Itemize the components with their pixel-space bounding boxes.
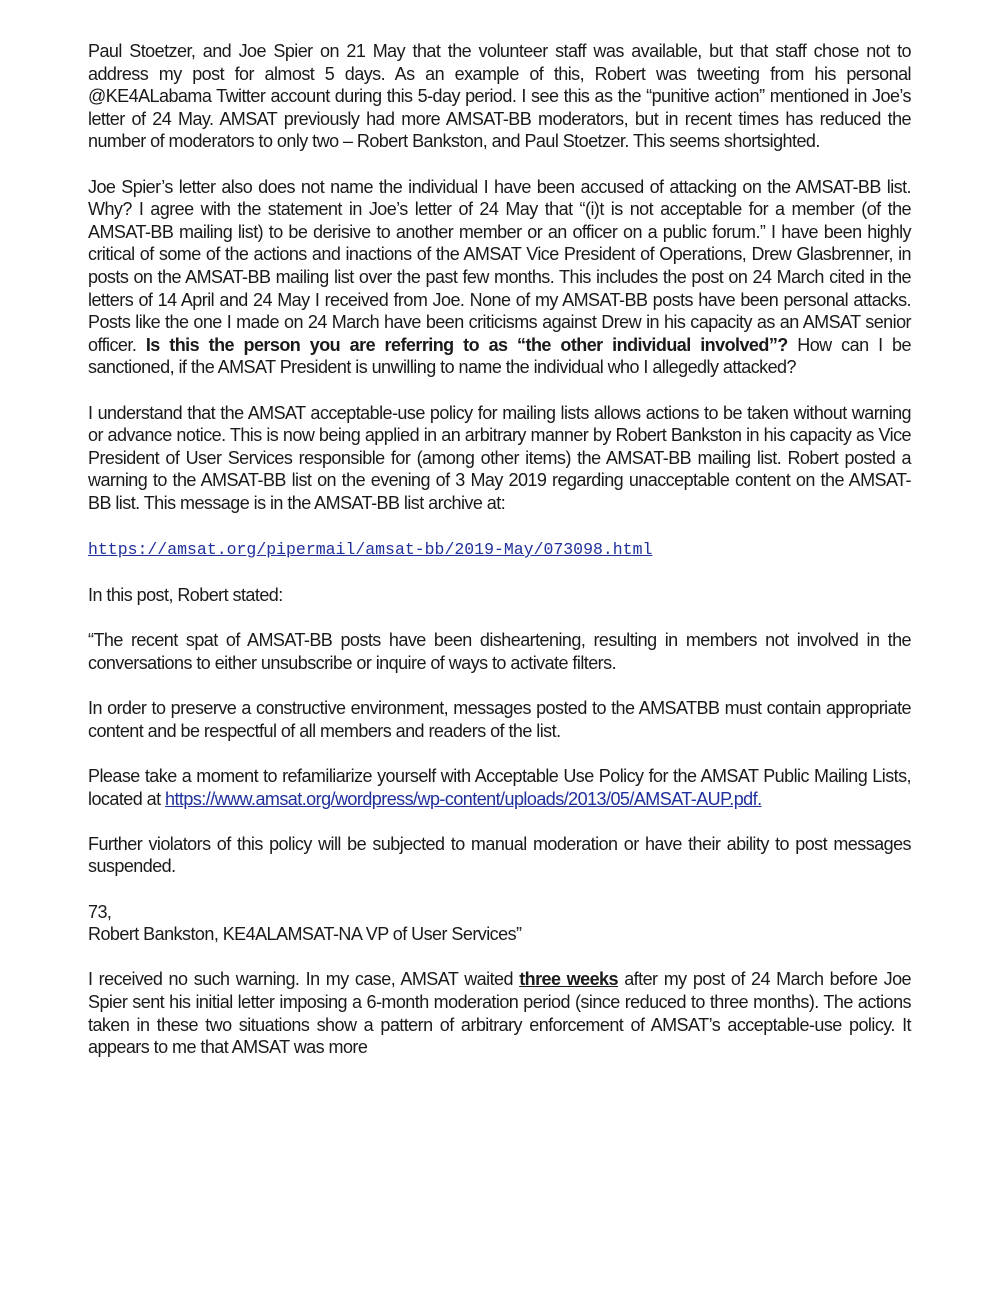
paragraph-moderators: Paul Stoetzer, and Joe Spier on 21 May that the volunteer staff was available, but that staff chose not to address my post for almost 5 days. As an example of this, Robert was tweeting from his personal @KE4ALabama Twitter account during this 5-day period. I see this as the “punitive action” mentioned in Joe’s letter of 24 May. AMSAT previously had more AMSAT-BB moderators, but in recent times has reduced the number of moderators to only two – Robert Bankston, and Paul Stoetzer. This seems shortsighted. — [88, 41, 911, 152]
paragraph-text: Please take a moment to refamiliarize yourself with Acceptable Use Policy for the AMSAT Public Mailing Lists, located at — [88, 766, 911, 809]
document-page — [88, 40, 911, 1059]
signature-line-1: 73, — [88, 901, 112, 922]
signature-line-2: Robert Bankston, KE4ALAMSAT-NA VP of User Services” — [88, 924, 522, 945]
paragraph-unnamed-individual — [88, 176, 911, 379]
emphasis-three-weeks: three weeks — [519, 969, 618, 990]
archive-link-line — [88, 537, 911, 562]
quote-paragraph-3 — [88, 765, 911, 810]
paragraph-text: How can I be sanctioned, if the AMSAT President is unwilling to name the individual who I allegedly attacked? — [88, 334, 911, 378]
paragraph-text: Joe Spier’s letter also does not name the individual I have been accused of attacking on the AMSAT-BB list. Why? I agree with the statement in Joe’s letter of 24 May that “(i)t is not acceptable for a member (of the AMSAT-BB mailing list) to be derisive to another member or an officer on a public forum.” I have been highly critical of some of the actions and inactions of the AMSAT Vice President of Operations, Drew Glasbrenner, in posts on the AMSAT-BB mailing list over the past few months. This includes the post on 24 March cited in the letters of 14 April and 24 May I received from Joe. None of my AMSAT-BB posts have been personal attacks. Posts like the one I made on 24 March have been criticisms against Drew in his capacity as an AMSAT senior officer. — [88, 176, 911, 355]
paragraph-text: after my post of 24 March before Joe Spier sent his initial letter imposing a 6-month moderation period (since reduced to three months). The actions taken in these two situations show a pattern of arbitrary enforcement of AMSAT’s acceptable-use policy. It appears to me that AMSAT was more — [88, 969, 912, 1058]
quote-paragraph-4: Further violators of this policy will be subjected to manual moderation or have their ability to post messages suspended. — [88, 833, 911, 877]
quote-paragraph-2: In order to preserve a constructive environment, messages posted to the AMSATBB must contain appropriate content and be respectful of all members and readers of the list. — [88, 698, 911, 741]
paragraph-intro-quote: In this post, Robert stated: — [88, 585, 283, 606]
paragraph-text: I received no such warning. In my case, AMSAT waited — [88, 969, 520, 990]
paragraph-acceptable-use: I understand that the AMSAT acceptable-use policy for mailing lists allows actions to be taken without warning or advance notice. This is now being applied in an arbitrary manner by Robert Bankston in his capacity as Vice President of User Services responsible for (among other items) the AMSAT-BB mailing list. Robert posted a warning to the AMSAT-BB list on the evening of 3 May 2019 regarding unacceptable content on the AMSAT-BB list. This message is in the AMSAT-BB list archive at: — [88, 402, 911, 513]
archive-link[interactable]: https://amsat.org/pipermail/amsat-bb/2019-May/073098.html — [88, 540, 653, 560]
aup-link[interactable]: https://www.amsat.org/wordpress/wp-content/uploads/2013/05/AMSAT-AUP.pdf. — [165, 788, 762, 809]
quote-paragraph-1: “The recent spat of AMSAT-BB posts have been disheartening, resulting in members not involved in the conversations to either unsubscribe or inquire of ways to activate filters. — [88, 630, 911, 674]
bold-question: Is this the person you are referring to as “the other individual involved”? — [145, 334, 788, 355]
paragraph-no-warning — [88, 968, 911, 1058]
